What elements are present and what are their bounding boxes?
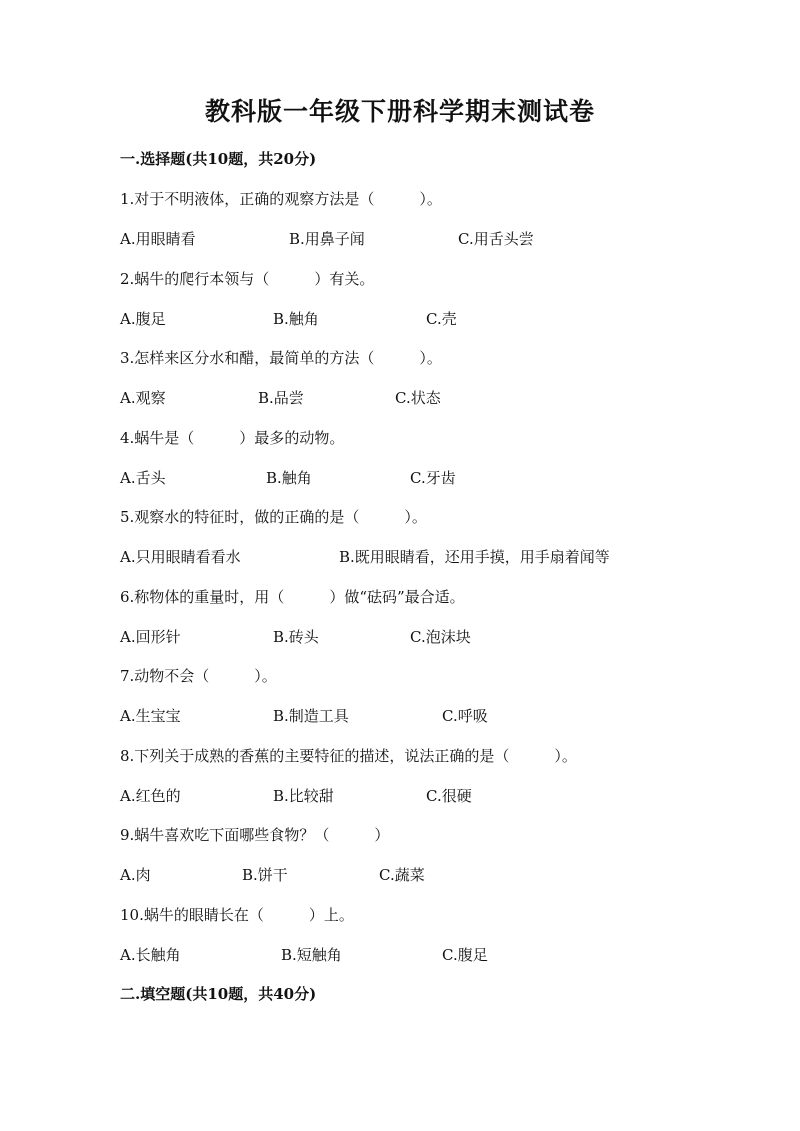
option-b: B.制造工具 [273,707,349,725]
question-stem: 1.对于不明液体，正确的观察方法是（ ）。 [120,190,442,208]
question-stem: 9.蜗牛喜欢吃下面哪些食物？（ ） [120,826,390,844]
question-stem: 3.怎样来区分水和醋，最简单的方法（ ）。 [120,349,442,367]
option-a: A.观察 [120,389,166,407]
option-a: A.回形针 [120,628,181,646]
option-a: A.生宝宝 [120,707,181,725]
option-b: B.触角 [266,469,312,487]
question-stem: 8.下列关于成熟的香蕉的主要特征的描述，说法正确的是（ ）。 [120,747,577,765]
option-b: B.用鼻子闻 [289,230,365,248]
option-b: B.短触角 [281,946,342,964]
option-b: B.触角 [273,310,319,328]
option-b: B.既用眼睛看，还用手摸，用手扇着闻等 [339,548,610,566]
option-c: C.泡沫块 [410,628,471,646]
option-b: B.饼干 [242,866,288,884]
option-a: A.肉 [120,866,151,884]
option-a: A.红色的 [120,787,181,805]
option-row [0,944,800,964]
option-c: C.壳 [426,310,457,328]
option-row [0,228,800,248]
question-stem: 5.观察水的特征时，做的正确的是（ ）。 [120,508,427,526]
option-c: C.状态 [395,389,441,407]
page-title: 教科版一年级下册科学期末测试卷 [204,97,595,126]
question-stem: 10.蜗牛的眼睛长在（ ）上。 [120,906,354,924]
option-c: C.用舌头尝 [458,230,534,248]
option-b: B.比较甜 [273,787,334,805]
option-a: A.长触角 [120,946,181,964]
option-row [0,705,800,725]
option-c: C.腹足 [442,946,488,964]
question-stem: 2.蜗牛的爬行本领与（ ）有关。 [120,270,375,288]
option-row [0,785,800,805]
option-a: A.舌头 [120,469,166,487]
option-row [0,546,800,566]
option-c: C.蔬菜 [379,866,425,884]
option-row [0,387,800,407]
question-stem: 6.称物体的重量时，用（ ）做“砝码”最合适。 [120,588,465,606]
section-heading-choice: 一.选择题(共10题，共20分) [120,150,317,168]
option-row [0,308,800,328]
option-b: B.品尝 [258,389,304,407]
question-stem: 4.蜗牛是（ ）最多的动物。 [120,429,345,447]
option-row [0,467,800,487]
option-c: C.牙齿 [410,469,456,487]
option-a: A.用眼睛看 [120,230,196,248]
option-b: B.砖头 [273,628,319,646]
section-heading-fill-blank: 二.填空题(共10题，共40分) [120,985,317,1003]
option-c: C.很硬 [426,787,472,805]
option-a: A.只用眼睛看看水 [120,548,241,566]
option-c: C.呼吸 [442,707,488,725]
question-stem: 7.动物不会（ ）。 [120,667,277,685]
option-a: A.腹足 [120,310,166,328]
option-row [0,864,800,884]
option-row [0,626,800,646]
